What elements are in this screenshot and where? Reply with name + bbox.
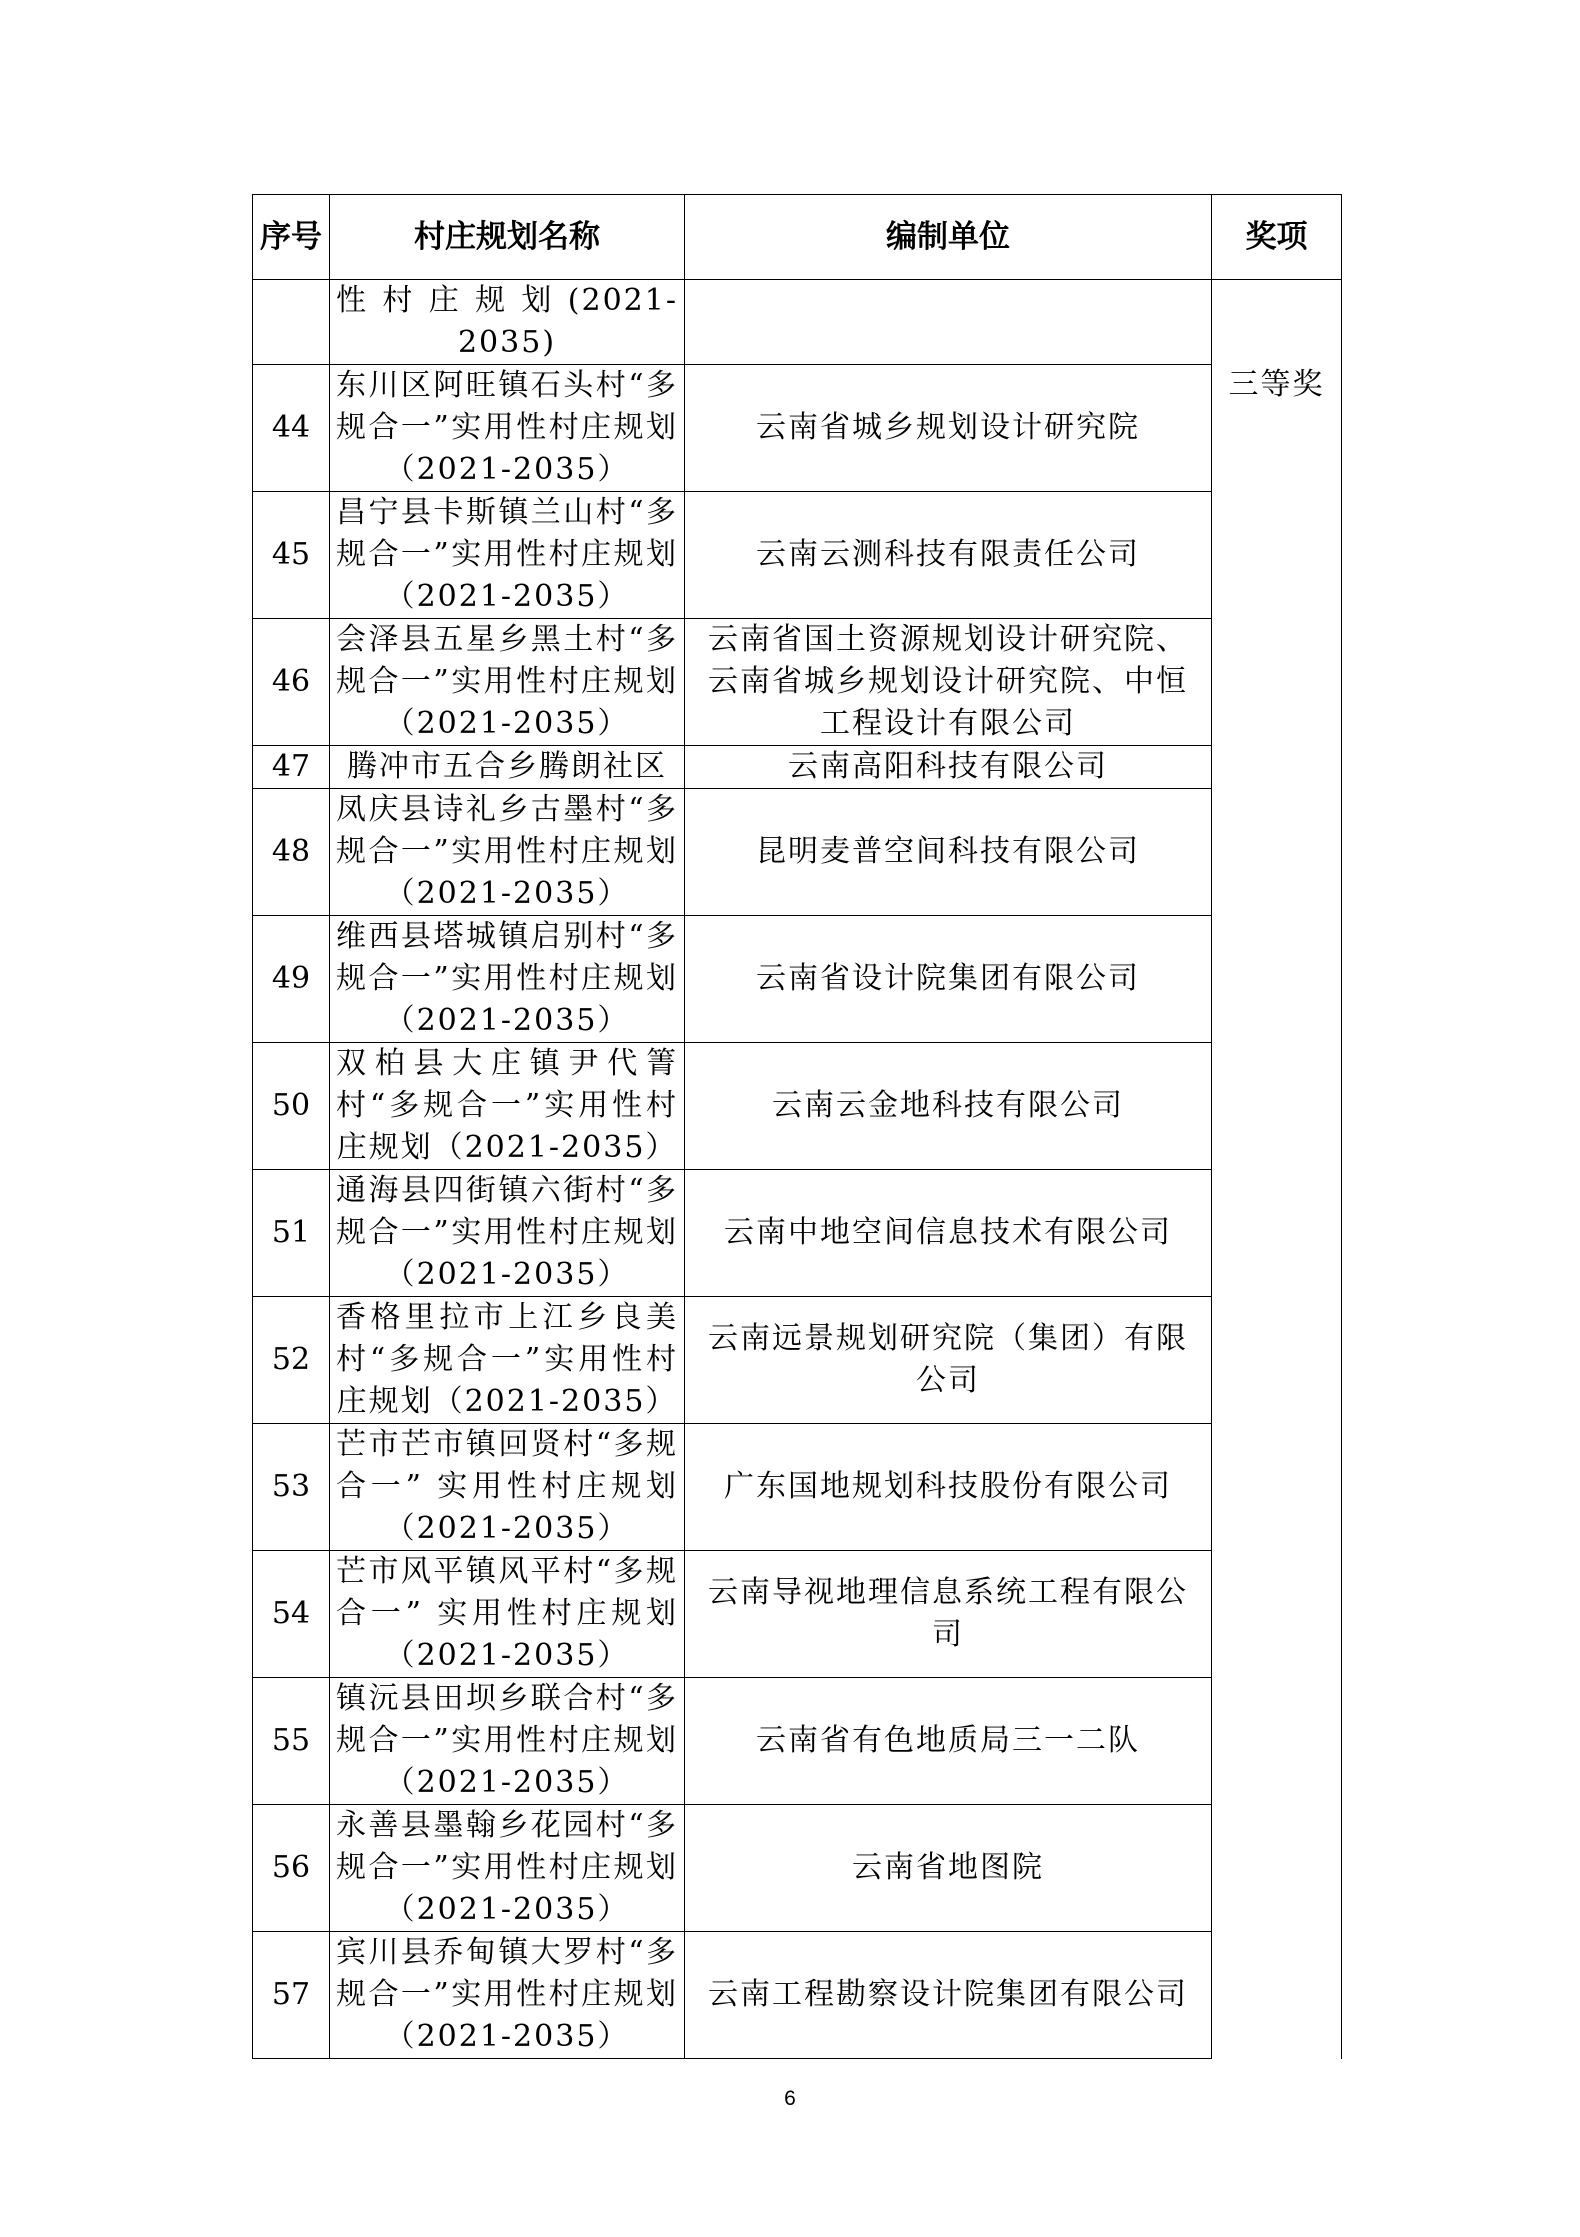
cell-unit: 昆明麦普空间科技有限公司	[685, 789, 1212, 916]
cell-name: 腾冲市五合乡腾朗社区	[330, 746, 685, 789]
table-row	[253, 1932, 1342, 2059]
cell-name: 维西县塔城镇启别村“多规合一”实用性村庄规划（2021-2035）	[330, 916, 685, 1043]
table-row	[253, 492, 1342, 619]
cell-name: 芒市芒市镇回贤村“多规合一” 实用性村庄规划（2021-2035）	[330, 1424, 685, 1551]
cell-name: 东川区阿旺镇石头村“多规合一”实用性村庄规划（2021-2035）	[330, 365, 685, 492]
cell-unit: 云南工程勘察设计院集团有限公司	[685, 1932, 1212, 2059]
cell-unit	[685, 280, 1212, 365]
header-row	[253, 195, 1342, 280]
cell-name: 性村庄规划(2021-2035)	[330, 280, 685, 365]
cell-unit: 广东国地规划科技股份有限公司	[685, 1424, 1212, 1551]
cell-no: 55	[253, 1678, 330, 1805]
table-row-continuation	[253, 280, 1342, 365]
table-row	[253, 916, 1342, 1043]
table-row	[253, 1551, 1342, 1678]
cell-name: 会泽县五星乡黑土村“多规合一”实用性村庄规划（2021-2035）	[330, 619, 685, 746]
cell-no: 57	[253, 1932, 330, 2059]
cell-unit: 云南省城乡规划设计研究院	[685, 365, 1212, 492]
cell-no: 50	[253, 1043, 330, 1170]
cell-name: 芒市风平镇风平村“多规合一” 实用性村庄规划（2021-2035）	[330, 1551, 685, 1678]
table-row	[253, 746, 1342, 789]
table-row	[253, 1678, 1342, 1805]
table-row	[253, 1805, 1342, 1932]
table-row	[253, 365, 1342, 492]
cell-unit: 云南省设计院集团有限公司	[685, 916, 1212, 1043]
cell-no: 54	[253, 1551, 330, 1678]
award-table	[252, 194, 1342, 2059]
cell-name: 镇沅县田坝乡联合村“多规合一”实用性村庄规划（2021-2035）	[330, 1678, 685, 1805]
table-row	[253, 1297, 1342, 1424]
cell-no: 51	[253, 1170, 330, 1297]
table-row	[253, 1170, 1342, 1297]
cell-no: 49	[253, 916, 330, 1043]
cell-unit: 云南省有色地质局三一二队	[685, 1678, 1212, 1805]
cell-name: 宾川县乔甸镇大罗村“多规合一”实用性村庄规划（2021-2035）	[330, 1932, 685, 2059]
cell-no: 48	[253, 789, 330, 916]
cell-name: 凤庆县诗礼乡古墨村“多规合一”实用性村庄规划（2021-2035）	[330, 789, 685, 916]
header-name: 村庄规划名称	[330, 195, 685, 280]
table-row	[253, 619, 1342, 746]
page-number: 6	[784, 2087, 796, 2110]
cell-no: 47	[253, 746, 330, 789]
cell-name: 香格里拉市上江乡良美村“多规合一”实用性村庄规划（2021-2035）	[330, 1297, 685, 1424]
cell-no	[253, 280, 330, 365]
cell-unit: 云南远景规划研究院（集团）有限公司	[685, 1297, 1212, 1424]
cell-unit: 云南省地图院	[685, 1805, 1212, 1932]
cell-unit: 云南导视地理信息系统工程有限公司	[685, 1551, 1212, 1678]
cell-name: 昌宁县卡斯镇兰山村“多规合一”实用性村庄规划（2021-2035）	[330, 492, 685, 619]
cell-unit: 云南省国土资源规划设计研究院、云南省城乡规划设计研究院、中恒工程设计有限公司	[685, 619, 1212, 746]
cell-unit: 云南高阳科技有限公司	[685, 746, 1212, 789]
header-no: 序号	[253, 195, 330, 280]
cell-no: 53	[253, 1424, 330, 1551]
cell-name: 通海县四街镇六街村“多规合一”实用性村庄规划（2021-2035）	[330, 1170, 685, 1297]
header-unit: 编制单位	[685, 195, 1212, 280]
table-row	[253, 789, 1342, 916]
table-row	[253, 1424, 1342, 1551]
cell-unit: 云南云金地科技有限公司	[685, 1043, 1212, 1170]
cell-name: 双柏县大庄镇尹代箐村“多规合一”实用性村庄规划（2021-2035）	[330, 1043, 685, 1170]
cell-unit: 云南中地空间信息技术有限公司	[685, 1170, 1212, 1297]
header-award: 奖项	[1212, 195, 1342, 280]
cell-no: 45	[253, 492, 330, 619]
cell-award: 三等奖	[1212, 280, 1342, 2059]
cell-no: 46	[253, 619, 330, 746]
cell-no: 56	[253, 1805, 330, 1932]
cell-no: 44	[253, 365, 330, 492]
cell-no: 52	[253, 1297, 330, 1424]
table-row	[253, 1043, 1342, 1170]
cell-unit: 云南云测科技有限责任公司	[685, 492, 1212, 619]
cell-name: 永善县墨翰乡花园村“多规合一”实用性村庄规划（2021-2035）	[330, 1805, 685, 1932]
